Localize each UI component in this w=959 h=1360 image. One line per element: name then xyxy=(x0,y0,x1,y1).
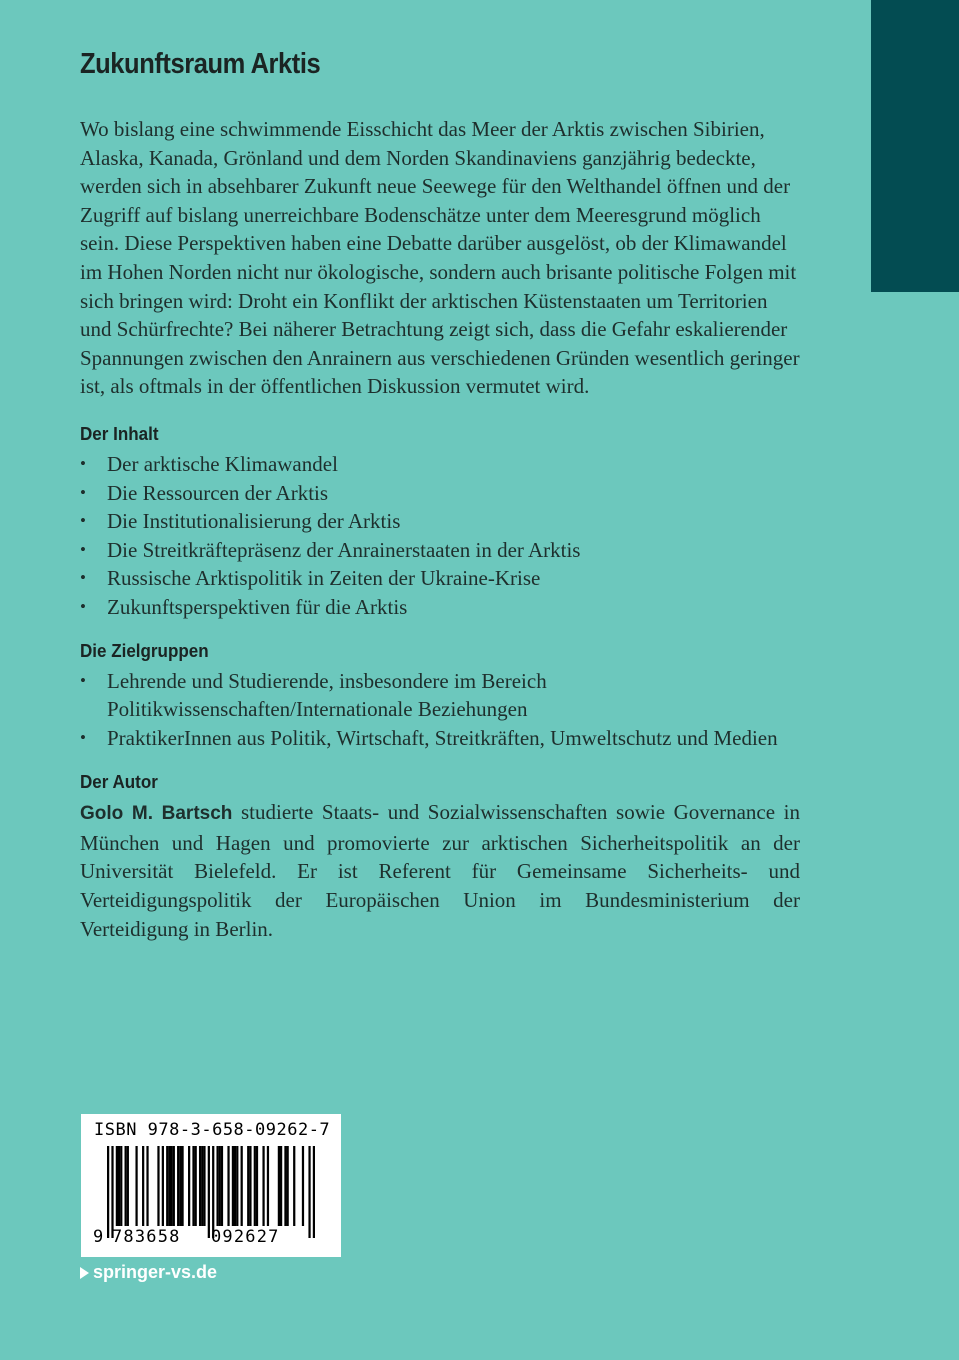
ean-left-digits: 783658 xyxy=(112,1227,181,1247)
barcode-bar xyxy=(188,1146,190,1226)
barcode-bar xyxy=(254,1146,256,1226)
barcode-bar xyxy=(146,1146,148,1226)
barcode-bar xyxy=(201,1146,203,1226)
barcode-bar xyxy=(179,1146,181,1226)
ean-right-digits: 092627 xyxy=(211,1227,280,1247)
barcode-bar xyxy=(177,1146,179,1226)
barcode-bar xyxy=(313,1146,315,1238)
barcode-bar xyxy=(241,1146,243,1226)
barcode-bar xyxy=(157,1146,159,1226)
list-item: • Lehrende und Studierende, insbesondere im Bereich Politikwissenschaften/Internationale Beziehungen xyxy=(80,667,800,724)
target-groups-heading: Die Zielgruppen xyxy=(80,639,209,661)
barcode-bar xyxy=(280,1146,282,1226)
barcode-bar xyxy=(284,1146,286,1226)
list-item: • Die Institutionalisierung der Arktis xyxy=(80,507,800,536)
barcode-bar xyxy=(221,1146,223,1226)
barcode-bar xyxy=(107,1146,109,1238)
barcode-bar xyxy=(227,1146,229,1226)
list-item: • Der arktische Klimawandel xyxy=(80,450,800,479)
barcode-bar xyxy=(236,1146,238,1226)
play-arrow-icon xyxy=(80,1267,89,1279)
barcode-bar xyxy=(203,1146,205,1226)
barcode-bar xyxy=(247,1146,249,1226)
list-item: • Zukunftsperspektiven für die Arktis xyxy=(80,593,800,622)
barcode-bar xyxy=(208,1146,210,1238)
barcode-bar xyxy=(166,1146,168,1226)
barcode-bar xyxy=(118,1146,120,1226)
ean-first-digit: 9 xyxy=(93,1227,104,1247)
isbn-label: ISBN 978-3-658-09262-7 xyxy=(94,1120,331,1140)
barcode-bar xyxy=(199,1146,201,1226)
barcode-bar xyxy=(162,1146,164,1226)
author-heading: Der Autor xyxy=(80,771,158,793)
barcode-bar xyxy=(308,1146,310,1238)
author-bio: studierte Staats- und Sozialwissenschaften sowie Governance in München und Hagen und promovierte zur arktischen Sicherheitspolitik an der Universität Bielefeld. Er ist Referent für Gemeinsame Sicherheits- und Verteidigungspolitik der Europäischen Union im Bundesministerium der Verteidigung in Berlin. xyxy=(80,800,801,941)
barcode-bar xyxy=(168,1146,170,1226)
barcode-bar xyxy=(219,1146,221,1226)
barcode-bar xyxy=(249,1146,251,1226)
spine-color-band xyxy=(871,0,959,292)
barcode-bar xyxy=(293,1146,295,1226)
publisher-url: springer-vs.de xyxy=(93,1262,218,1282)
barcode-bar xyxy=(125,1146,127,1226)
barcode-bar xyxy=(234,1146,236,1226)
barcode-bar xyxy=(111,1146,113,1238)
barcode-bar xyxy=(195,1146,197,1226)
barcode-bar xyxy=(287,1146,289,1226)
contents-heading: Der Inhalt xyxy=(80,422,159,444)
barcode-bar xyxy=(192,1146,194,1226)
barcode-bar xyxy=(232,1146,234,1226)
list-item: • Die Ressourcen der Arktis xyxy=(80,479,800,508)
barcode-bar xyxy=(181,1146,183,1226)
intro-paragraph: Wo bislang eine schwimmende Eisschicht das Meer der Arktis zwischen Sibirien, Alaska, Kanada, Grönland und dem Norden Skandinaviens ganzjährig bedeckte, werden sich in absehbarer Zukunft neue Seewege für den Welthandel öffnen und der Zugriff auf bislang unerreichbare Bodenschätze unter dem Meeresgrund möglich sein. Diese Perspektiven haben eine Debatte darüber ausgelöst, ob der Klimawandel im Hohen Norden nicht nur ökologische, sondern auch brisante politische Folgen mit sich bringen wird: Droht ein Konflikt der arktischen Küstenstaaten um Territorien und Schürfrechte? Bei näherer Betrachtung zeigt sich, dass die Gefahr eskalierender Spannungen zwischen den Anrainern aus verschiedenen Gründen wesentlich geringer ist, als oftmals in der öffentlichen Diskussion vermutet wird. xyxy=(80,117,800,399)
barcode-bar xyxy=(170,1146,172,1226)
barcode-bar xyxy=(127,1146,129,1226)
back-cover-text xyxy=(80,44,800,943)
contents-list xyxy=(80,450,800,622)
book-title: Zukunftsraum Arktis xyxy=(80,48,321,80)
barcode-bar xyxy=(216,1146,218,1226)
barcode-bar xyxy=(120,1146,122,1226)
barcode-bar xyxy=(116,1146,118,1226)
barcode-bar xyxy=(267,1146,269,1226)
author-name: Golo M. Bartsch xyxy=(80,803,233,825)
list-item: • Russische Arktispolitik in Zeiten der Ukraine-Krise xyxy=(80,564,800,593)
barcode-bar xyxy=(256,1146,258,1226)
barcode-bar xyxy=(212,1146,214,1238)
isbn-barcode xyxy=(81,1114,341,1257)
barcode-bars xyxy=(107,1146,315,1238)
target-groups-list xyxy=(80,667,800,753)
barcode-bar xyxy=(142,1146,144,1226)
list-item: • PraktikerInnen aus Politik, Wirtschaft, Streitkräften, Umweltschutz und Medien xyxy=(80,724,800,753)
list-item: • Die Streitkräftepräsenz der Anrainerstaaten in der Arktis xyxy=(80,536,800,565)
barcode-bar xyxy=(262,1146,264,1226)
publisher-link[interactable] xyxy=(80,1262,217,1283)
barcode-bar xyxy=(173,1146,175,1226)
author-paragraph xyxy=(80,798,800,943)
barcode-bar xyxy=(135,1146,137,1226)
barcode-bar xyxy=(278,1146,280,1226)
barcode-bar xyxy=(302,1146,304,1226)
